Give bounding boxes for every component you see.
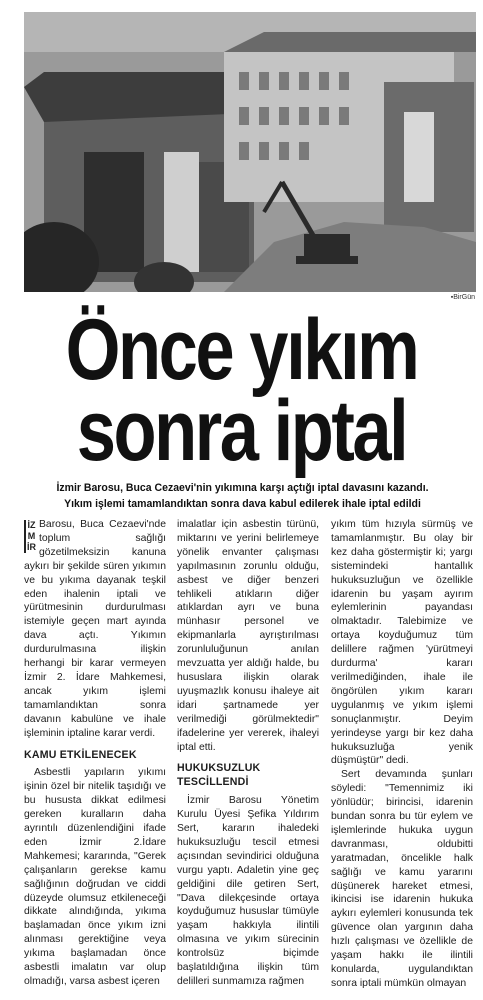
subheading-kamu: KAMU ETKİLENECEK: [24, 748, 137, 761]
dropcap: İZMİR: [24, 520, 36, 553]
demolition-photo: [24, 12, 476, 292]
column-1: [24, 518, 166, 998]
paragraph-2-cont: imalatlar için asbestin türünü, miktarını ve yerini belirlemeye yönelik envanter çalışması yapılmasının zorunlu olduğu, asbest ve diğer benzeri tehlikeli atıkların diğer atıklardan ayrı ve buna münhasır personel ve ekipmanlarla ayrıştırılması zorunluluğunun anılan mevzuatta yer aldığı halde, bu hususlara ilişkin olarak uyuşmazlık konusu ihaleye ait idari şartnamede yer verilmediği görülmektedir" ifadelerine yer vererek, ihaleyi iptal etti.: [177, 519, 319, 753]
column-2: [177, 518, 319, 998]
paragraph-3: İzmir Barosu Yönetim Kurulu Üyesi Şefika Yıldırım Sert, kararın ihaledeki hukuksuzluğu tescil etmesi açısından sevindirici olduğuna vurgu yaptı. Adaletin yine geç geldiğini dile getiren Sert, "Dava dilekçesinde ortaya koyduğumuz hususlar tümüyle yaşam hakkıyla ilintili olmasına ve yıkım sürecinin kontrolsüz biçimde başlatıldığına ilişkin tüm delilleri sunmamıza rağmen: [177, 795, 319, 987]
deck-line-2: Yıkım işlemi tamamlandıktan sonra dava kabul edilerek ihale iptal edildi: [64, 498, 421, 510]
subheading-hukuksuzluk: HUKUKSUZLUK TESCİLLENDİ: [177, 762, 261, 789]
deck-line-1: İzmir Barosu, Buca Cezaevi'nin yıkımına karşı açtığı iptal davasını kazandı.: [56, 482, 429, 494]
paragraph-3-cont: yıkım tüm hızıyla sürmüş ve tamamlanmıştır. Bu olay bir kez daha göstermiştir ki; yargı sistemindeki hantallık hukuksuzluğun ve özellikle idarenin bu yaşam ayırım eylemlerinin payandası olmaktadır. Talebimize ve ortaya koyduğumuz tüm delillere rağmen 'yürütmeyi durdurma' kararı verilmediğinden, ihale ile öngörülen yıkım kararı uygulanmış ve yıkım işlemi sonuçlanmıştır. Deyim yerindeyse yargı bir kez daha hukuksuzluğa yenik düşmüştür" dedi.: [331, 519, 473, 767]
paragraph-2: Asbestli yapıların yıkımı işinin özel bir nitelik taşıdığı ve bu hususta dikkat edilmesi gereken kuralların daha ayrıntılı düzenlendiğini ifade eden İzmir 2.İdare Mahkemesi; kararında, "Gerek çalışanların gerekse kamu sağlığının doğrudan ve ciddi düzeyde olumsuz etkileneceği dikkate alındığında, yıkıma başlamadan önce yıkım izni alınması gerektiğine veya yıkıma başlamadan önce asbestli imalatın var olup olmadığı, varsa asbest içeren: [24, 767, 166, 987]
photo-credit: ▪BirGün: [450, 294, 475, 301]
headline-line-1: Önce yıkım: [65, 302, 418, 398]
paragraph-4: Sert devamında şunları söyledi: "Temennimiz iki yönlüdür; birincisi, idarenin bundan sonra bu tür eylem ve işlemlerinde hukuka uygun davranması, oldubitti yaratmadan, öncelikle halk sağlığı ve kamu yararını düşünerek hareket etmesi, ikincisi ise idarenin hukuka aykırı eylemleri konusunda tek güvence olan yargının daha hızlı çalışması ve özellikle de yaşam hakkı ile ilintili konularda, uygulandıktan sonra iptali mümkün olmayan: [331, 769, 473, 989]
headline-line-2: sonra iptal: [76, 383, 407, 479]
paragraph-1: İZMİR Barosu, Buca Cezaevi'nde toplum sağlığı gözetilmeksizin kanuna aykırı bir şekilde süren yıkımın ve bu yıkıma dayanak teşkil eden ihalenin iptali ve yürütmesinin durdurulması istemiyle geçen mart ayında dava açtı. Yıkımın durdurulmasına ilişkin herhangi bir karar vermeyen İzmir 2. İdare Mahkemesi, ancak yıkım işlemi tamamlandıktan sonra davanın kabulüne ve ihale işleminin iptaline karar verdi.: [24, 519, 166, 739]
column-3: [331, 518, 473, 998]
